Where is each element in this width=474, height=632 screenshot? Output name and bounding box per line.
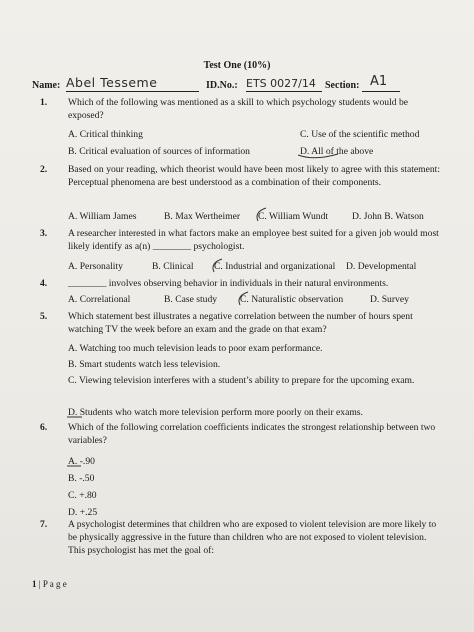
q4-option-b: B. Case study (164, 294, 218, 305)
q5-option-a: A. Watching too much television leads to poor exam performance. (68, 343, 323, 354)
question-2-text: Based on your reading, which theorist would have been most likely to agree with this statement: Perceptual phenomena are best understood as a combination of their components. (68, 164, 440, 188)
q5-option-c: C. Viewing television interferes with a student’s ability to prepare for the upcoming exam. (68, 375, 415, 386)
q5-option-b: B. Smart students watch less television. (68, 359, 221, 370)
section-value: A1 (370, 74, 388, 89)
q1-option-a: A. Critical thinking (68, 129, 143, 140)
q1-option-d: D. All of the above (300, 146, 374, 157)
q4-option-a: A. Correlational (68, 294, 131, 305)
q3-answer-mark (208, 257, 228, 275)
id-value: ETS 0027/14 (246, 77, 316, 90)
q4-option-c: C. Naturalistic observation (240, 294, 344, 305)
q3-option-c: C. Industrial and organizational (214, 261, 336, 272)
id-label: ID.No.: (206, 80, 238, 91)
page-label: P a g e (42, 579, 67, 589)
id-underline (246, 91, 322, 92)
question-7-text: A psychologist determines that children who are exposed to violent television are more likely to be physically aggressive in the future than children who are not exposed to violent television. This psychologist has met the goal of: (68, 519, 437, 556)
question-5-text: Which statement best illustrates a negative correlation between the number of hours spent watching TV the week before an exam and the grade on that exam? (68, 311, 413, 335)
q4-answer-mark (234, 290, 254, 308)
q3-option-b: B. Clinical (152, 261, 194, 272)
q2-answer-mark (252, 206, 272, 224)
question-4-text: ________ involves observing behavior in individuals in their natural environments. (68, 278, 389, 289)
question-2-number: 2. (40, 164, 48, 175)
question-3-text: A researcher interested in what factors make an employee best suited for a given job would most likely identify as a(n) ________ psychologist. (68, 228, 439, 252)
q2-option-c: C. William Wundt (258, 211, 329, 222)
section-label: Section: (325, 80, 360, 91)
q4-option-d: D. Survey (370, 294, 409, 305)
question-5-number: 5. (40, 311, 48, 322)
q5-option-d: D. Students who watch more television perform more poorly on their exams. (68, 407, 363, 418)
question-1-number: 1. (40, 97, 48, 108)
q2-option-a: A. William James (68, 211, 137, 222)
question-7-number: 7. (40, 519, 48, 530)
q1-option-b: B. Critical evaluation of sources of information (68, 146, 250, 157)
q6-option-d: D. +.25 (68, 507, 98, 518)
q6-option-c: C. +.80 (68, 490, 97, 501)
q6-option-b: B. -.50 (68, 473, 95, 484)
q1-answer-mark (294, 141, 342, 161)
name-underline (66, 91, 199, 92)
q5-answer-mark (64, 402, 84, 420)
q6-answer-mark (64, 452, 84, 470)
question-1-text: Which of the following was mentioned as a skill to which psychology students would be exposed? (68, 97, 408, 121)
name-value: Abel Tesseme (66, 75, 158, 90)
question-3-number: 3. (40, 228, 48, 239)
page-number: 1 (32, 579, 37, 589)
question-6-number: 6. (40, 422, 48, 433)
page-footer: 1 | P a g e (32, 579, 67, 589)
q6-option-a: A. -.90 (68, 456, 95, 467)
question-4-number: 4. (40, 278, 48, 289)
name-label: Name: (32, 80, 61, 91)
q2-option-d: D. John B. Watson (352, 211, 424, 222)
q2-option-b: B. Max Wertheimer (164, 211, 241, 222)
test-title: Test One (10%) (203, 60, 271, 71)
q3-option-d: D. Developmental (346, 261, 417, 272)
question-6-text: Which of the following correlation coefficients indicates the strongest relationship between two variables? (68, 422, 436, 446)
q3-option-a: A. Personality (68, 261, 123, 272)
section-underline (362, 91, 400, 92)
q1-option-c: C. Use of the scientific method (300, 129, 420, 140)
